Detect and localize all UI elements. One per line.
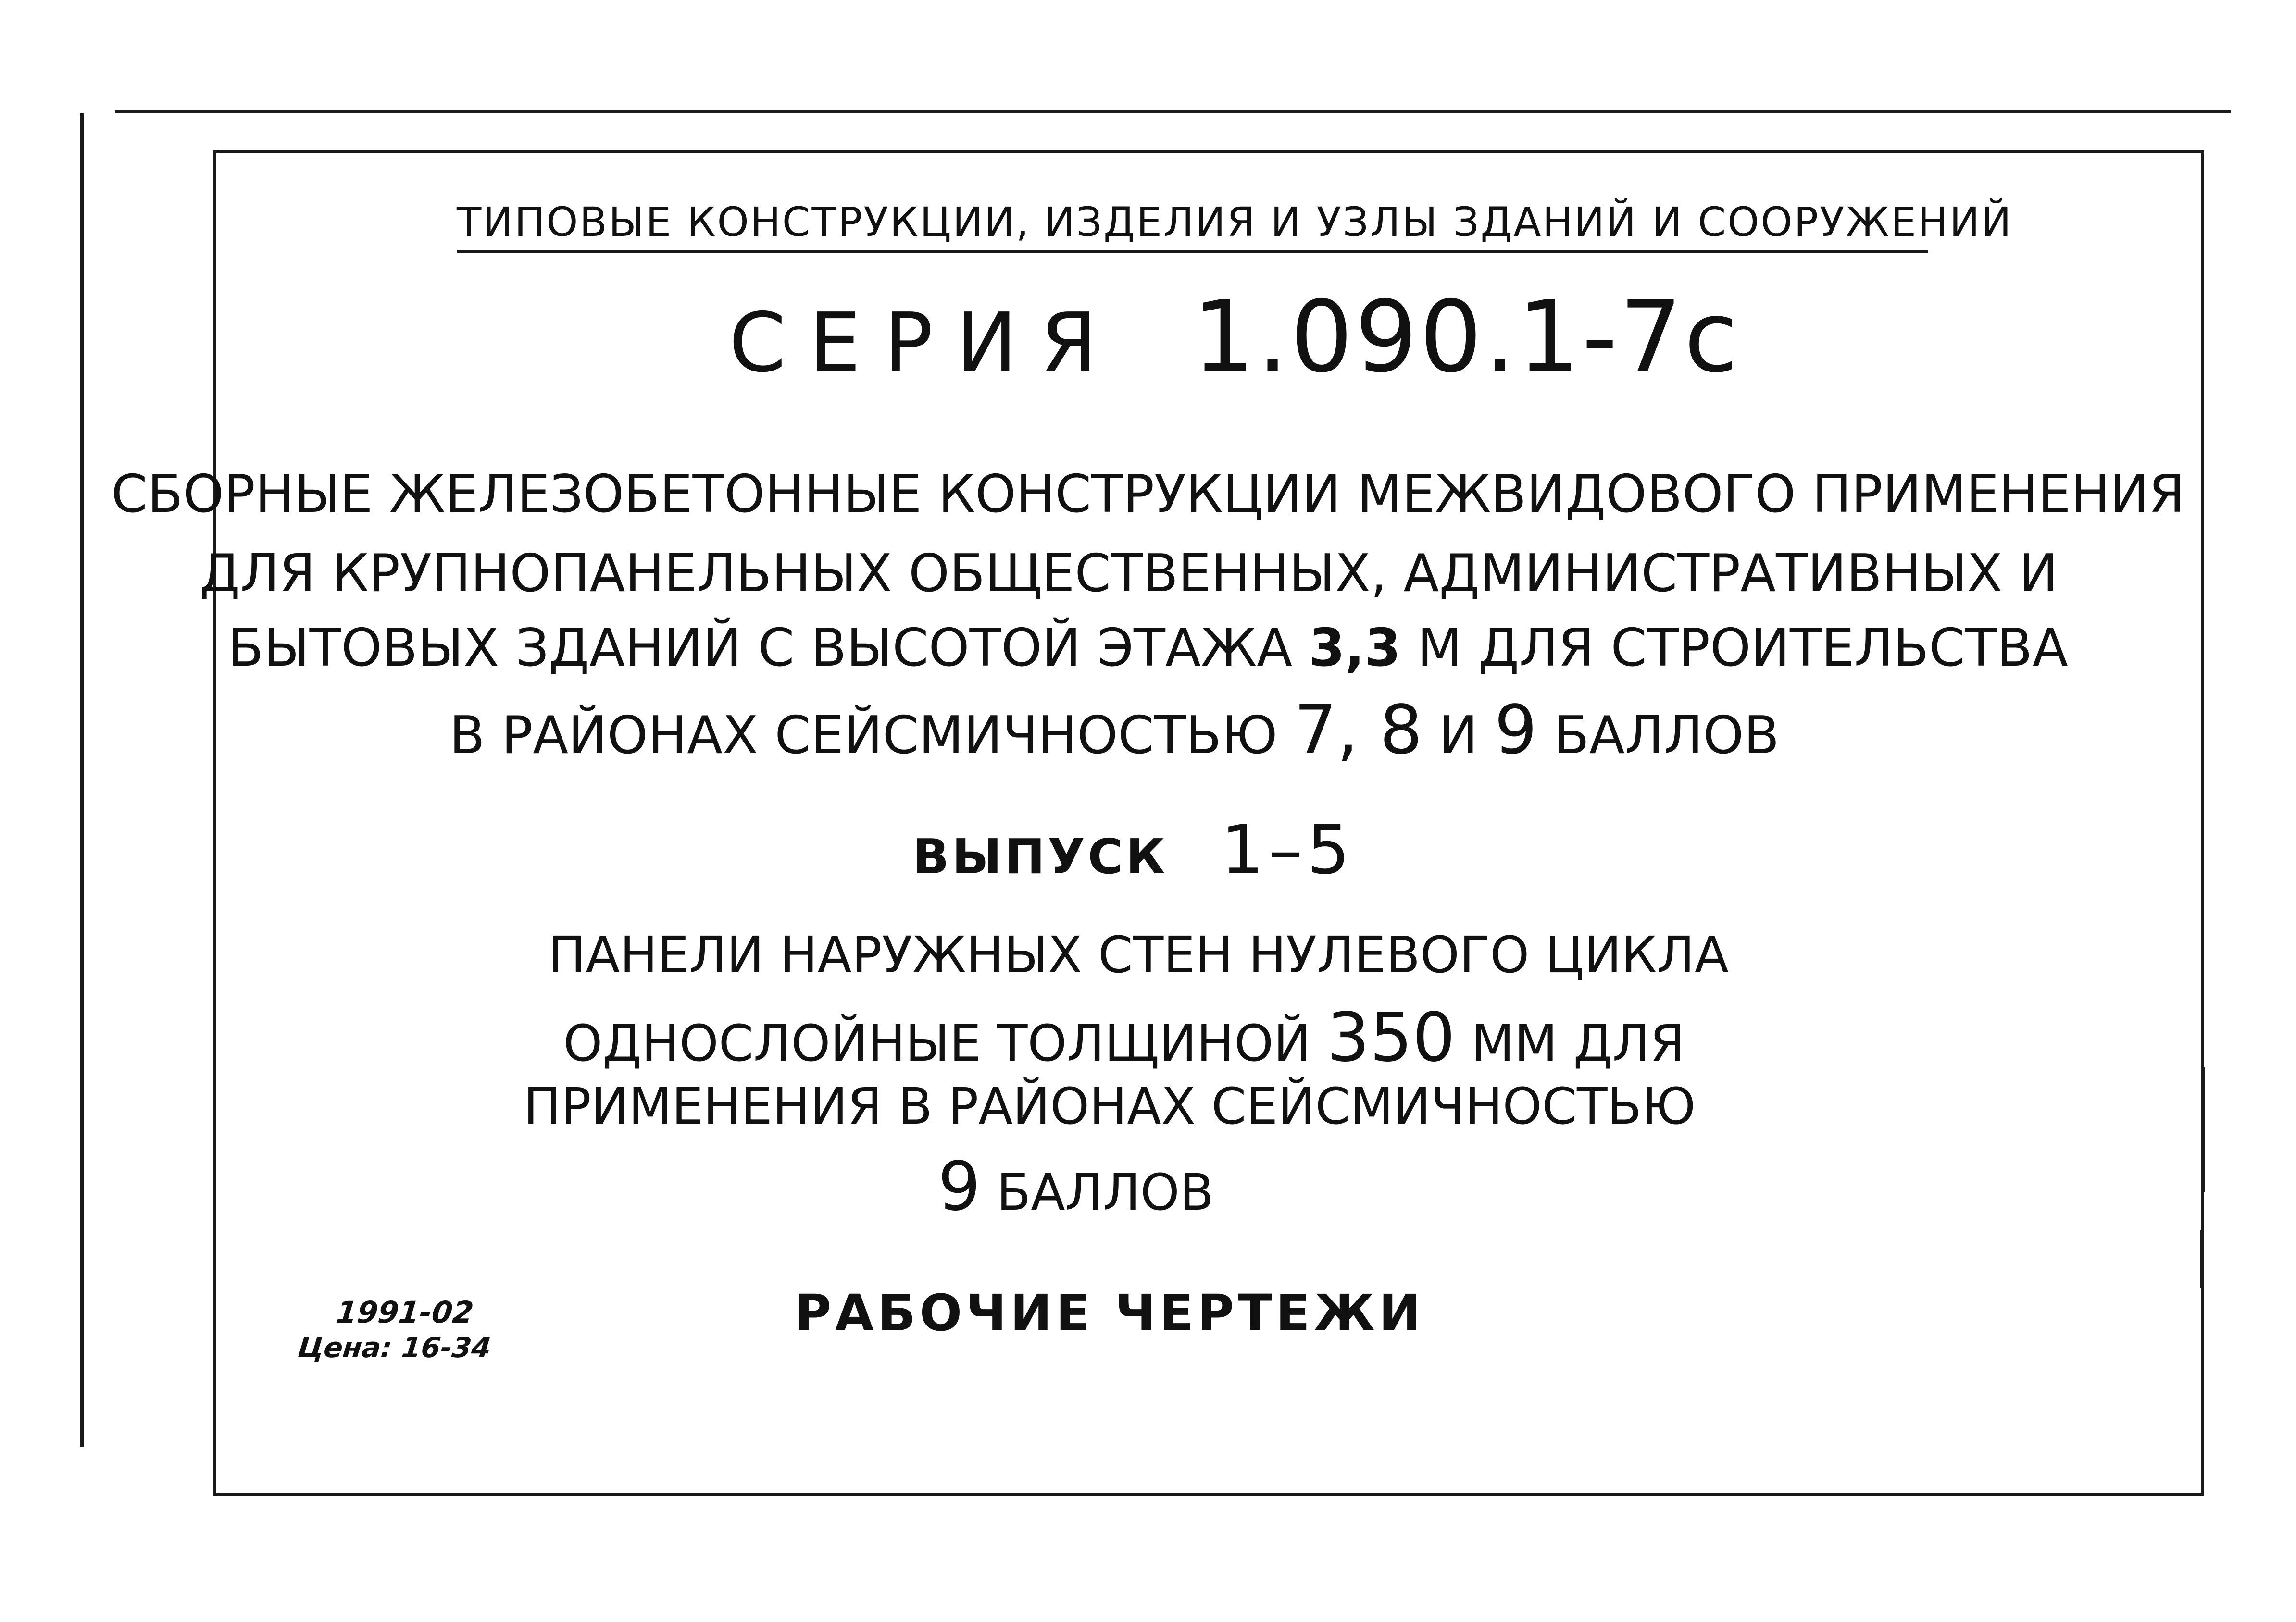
issue-heading <box>0 811 2282 890</box>
title-line-4-text: В РАЙОНАХ СЕЙСМИЧНОСТЬЮ <box>449 706 1294 766</box>
subtitle-line-3: ПРИМЕНЕНИЯ В РАЙОНАХ СЕЙСМИЧНОСТЬЮ <box>523 1077 1696 1136</box>
title-line-3 <box>0 618 2296 678</box>
sheet-edge-left <box>80 113 84 1447</box>
series-number: 1.090.1-7с <box>1192 280 1740 395</box>
issue-label: ВЫПУСК <box>912 829 1168 885</box>
thickness-value: 350 <box>1326 999 1456 1077</box>
seismic-value-max: 9 <box>1494 691 1537 769</box>
document-type: РАБОЧИЕ ЧЕРТЕЖИ <box>794 1284 1425 1342</box>
subtitle-line-1: ПАНЕЛИ НАРУЖНЫХ СТЕН НУЛЕВОГО ЦИКЛА <box>548 926 1729 984</box>
subtitle-line-2-text-end: ММ ДЛЯ <box>1455 1014 1685 1073</box>
title-line-1: СБОРНЫЕ ЖЕЛЕЗОБЕТОННЫЕ КОНСТРУКЦИИ МЕЖВИДОВОГО ПРИМЕНЕНИЯ <box>111 464 2185 524</box>
subtitle-line-2 <box>0 999 2272 1077</box>
series-heading <box>87 280 2296 395</box>
subtitle-line-4 <box>0 1148 2224 1226</box>
title-line-4-conj: И <box>1422 706 1495 766</box>
subtitle-line-4-text: БАЛЛОВ <box>980 1163 1214 1222</box>
title-line-3-text: БЫТОВЫХ ЗДАНИЙ С ВЫСОТОЙ ЭТАЖА <box>228 618 1309 678</box>
series-category-header: ТИПОВЫЕ КОНСТРУКЦИИ, ИЗДЕЛИЯ И УЗЛЫ ЗДАНИЙ И СООРУЖЕНИЙ <box>457 202 1928 253</box>
title-line-4-text-end: БАЛЛОВ <box>1537 706 1780 766</box>
floor-height-value: 3,3 <box>1309 618 1401 678</box>
title-line-4 <box>0 691 2262 769</box>
seismic-rating-value: 9 <box>937 1148 981 1226</box>
title-line-3-text-end: М ДЛЯ СТРОИТЕЛЬСТВА <box>1400 618 2068 678</box>
handwritten-price: Цена: 16-34 <box>296 1331 493 1364</box>
issue-number: 1–5 <box>1221 811 1355 890</box>
handwritten-date: 1991-02 <box>335 1295 475 1330</box>
seismic-values: 7, 8 <box>1294 691 1423 769</box>
sheet-edge-top <box>115 110 2231 113</box>
subtitle-line-2-text: ОДНОСЛОЙНЫЕ ТОЛЩИНОЙ <box>563 1014 1327 1073</box>
series-label: СЕРИЯ <box>729 296 1121 391</box>
title-line-2: ДЛЯ КРУПНОПАНЕЛЬНЫХ ОБЩЕСТВЕННЫХ, АДМИНИСТРАТИВНЫХ И <box>200 544 2058 604</box>
